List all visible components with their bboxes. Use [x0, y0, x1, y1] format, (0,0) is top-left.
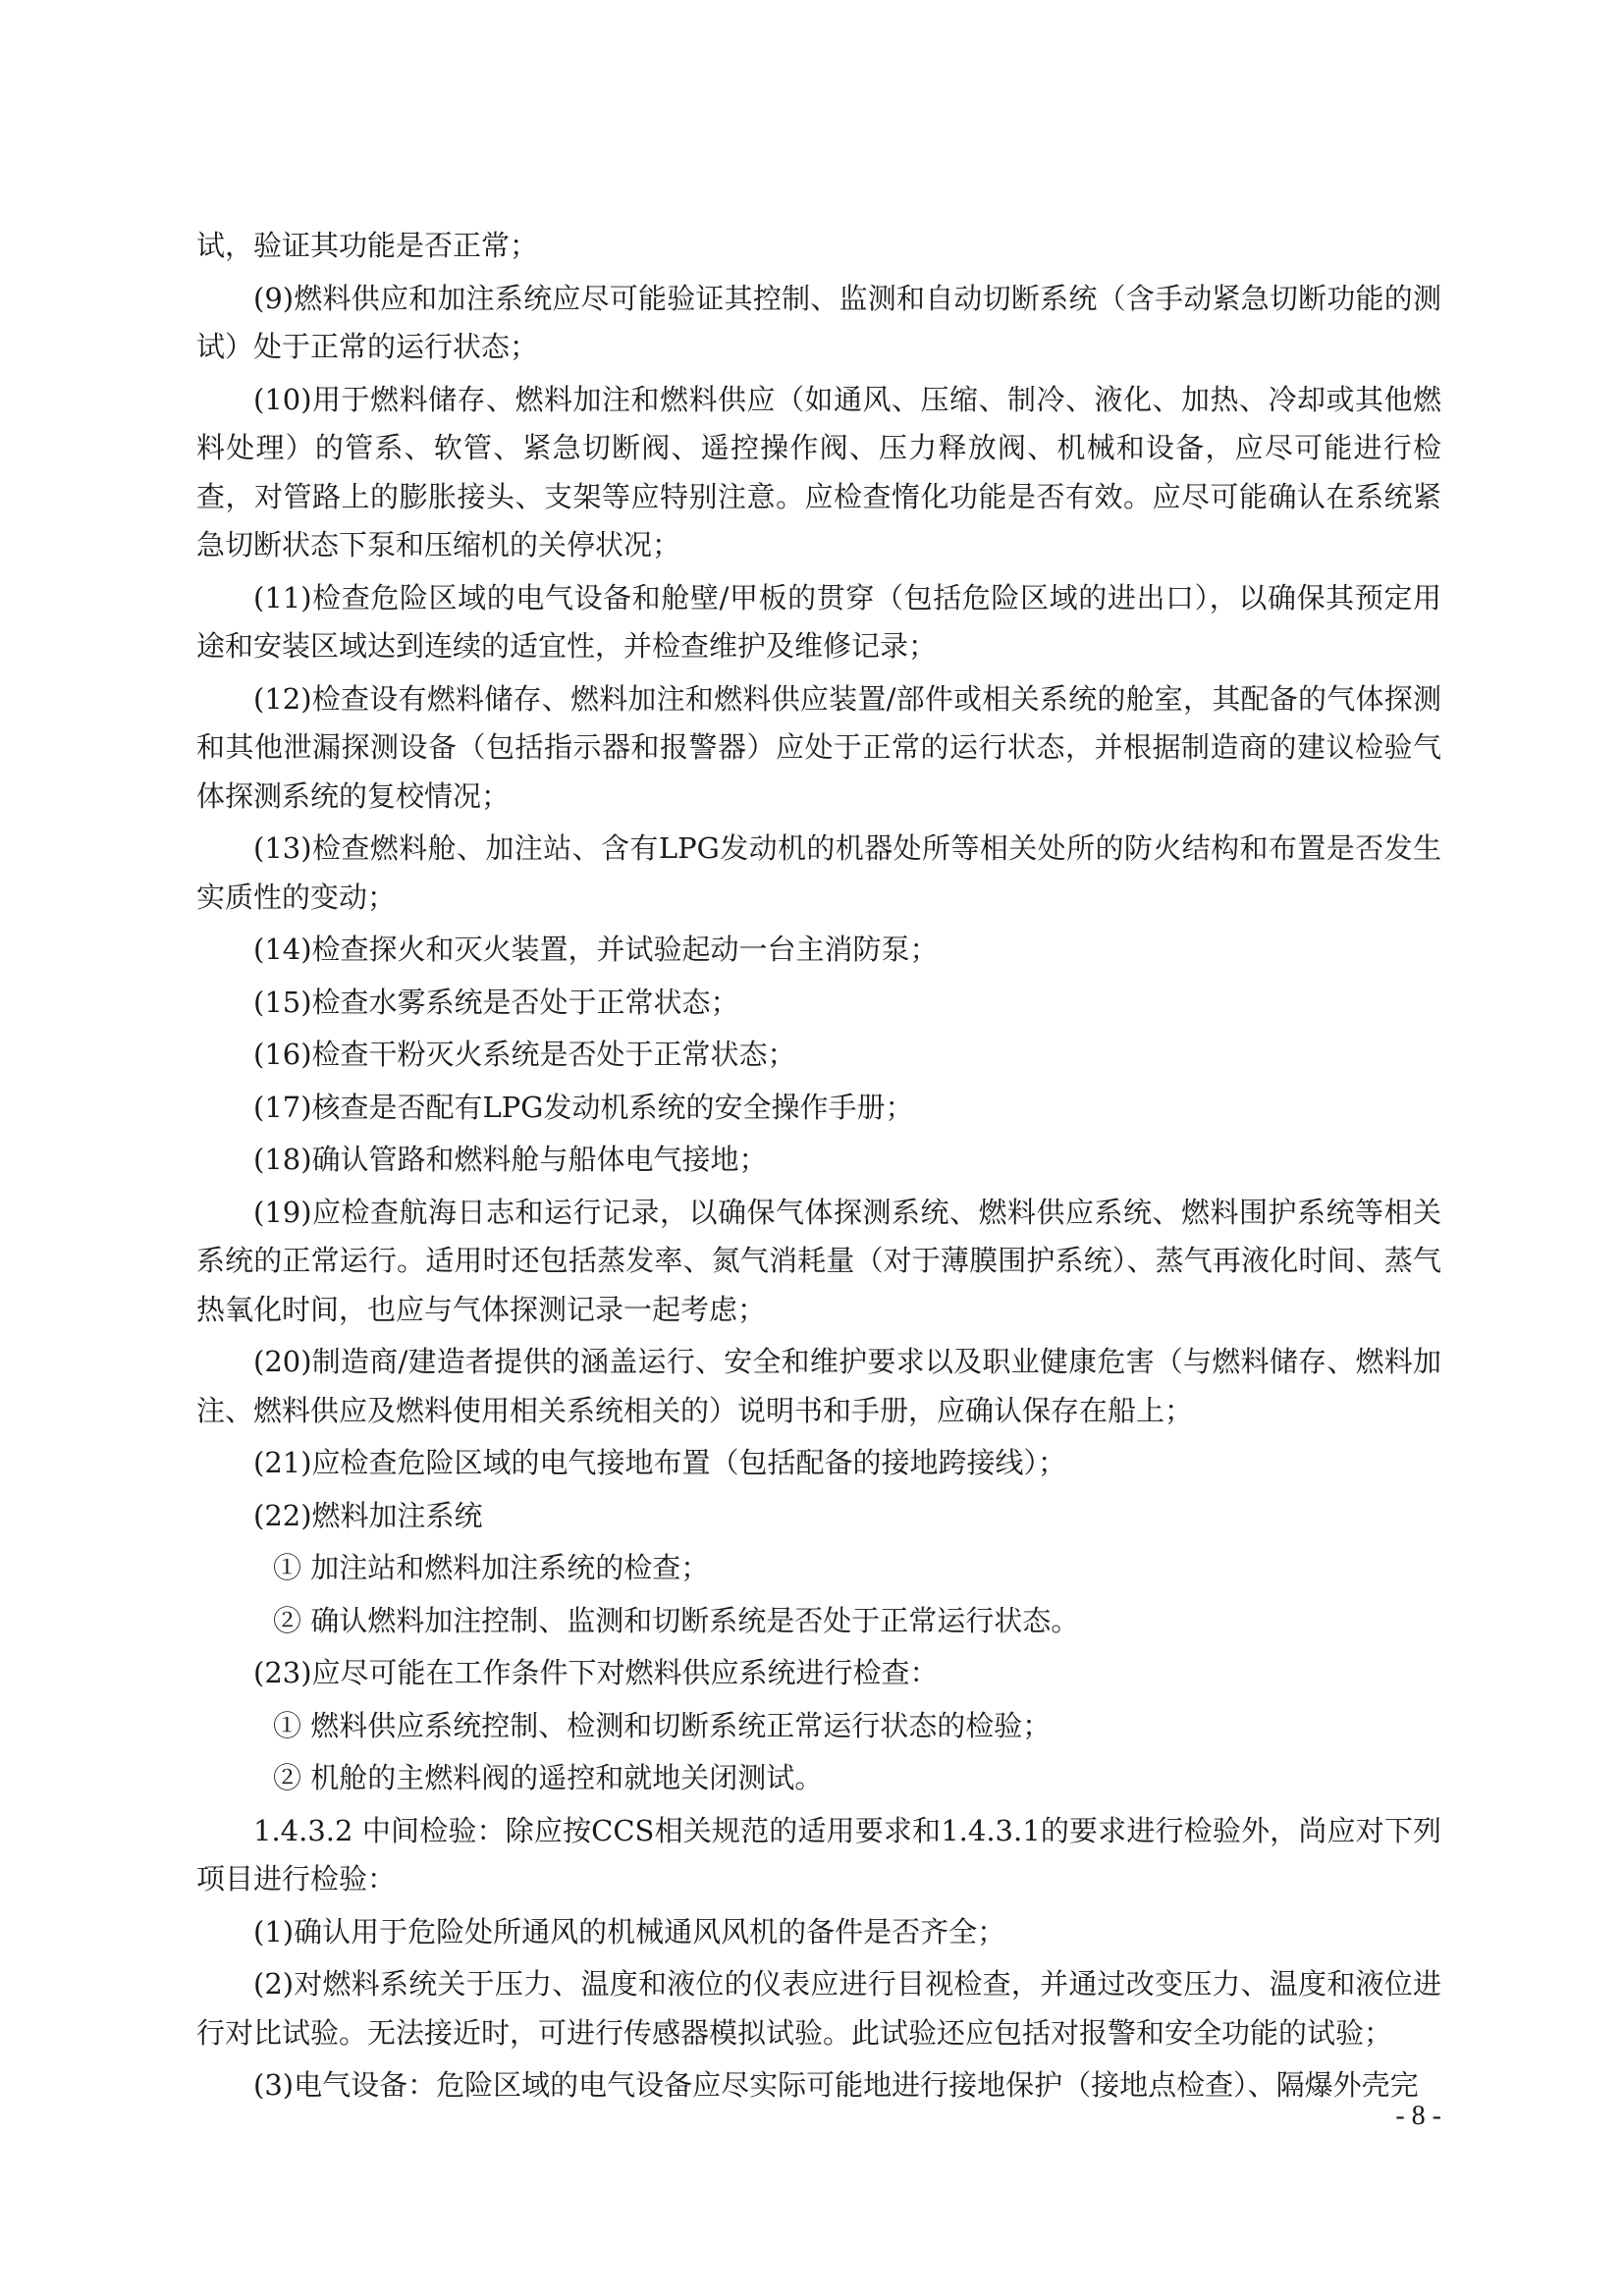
item-22-sub-1: ① 加注站和燃料加注系统的检查； [273, 1551, 710, 1584]
item-10: (10)用于燃料储存、燃料加注和燃料供应（如通风、压缩、制冷、液化、加热、冷却或其他燃料处理）的管系、软管、紧急切断阀、遥控操作阀、压力释放阀、机械和设备，应尽可能进行检查，对管路上的膨胀接头、支架等应特别注意。应检查惰化功能是否有效。应尽可能确认在系统紧急切断状态下泵和压缩机的关停状况； [196, 382, 1441, 561]
item-22: (22)燃料加注系统 [253, 1498, 483, 1532]
item-13: (13)检查燃料舱、加注站、含有LPG发动机的机器处所等相关处所的防火结构和布置是否发生实质性的变动； [196, 831, 1441, 914]
section-1-4-3-2: 1.4.3.2 中间检验：除应按CCS相关规范的适用要求和1.4.3.1的要求进行检验外，尚应对下列项目进行检验： [196, 1813, 1441, 1896]
item-12: (12)检查设有燃料储存、燃料加注和燃料供应装置/部件或相关系统的舱室，其配备的气体探测和其他泄漏探测设备（包括指示器和报警器）应处于正常的运行状态，并根据制造商的建议检验气体探测系统的复校情况； [196, 681, 1441, 813]
item-3: (3)电气设备：危险区域的电气设备应尽实际可能地进行接地保护（接地点检查）、隔爆外壳完 [253, 2068, 1419, 2102]
item-9: (9)燃料供应和加注系统应尽可能验证其控制、监测和自动切断系统（含手动紧急切断功能的测试）处于正常的运行状态； [196, 281, 1441, 363]
item-15: (15)检查水雾系统是否处于正常状态； [253, 985, 739, 1019]
item-18: (18)确认管路和燃料舱与船体电气接地； [253, 1143, 768, 1176]
item-23-sub-1: ① 燃料供应系统控制、检测和切断系统正常运行状态的检验； [273, 1708, 1052, 1742]
paragraph-continuation: 试，验证其功能是否正常； [196, 229, 539, 262]
item-23-sub-2: ② 机舱的主燃料阀的遥控和就地关闭测试。 [273, 1761, 824, 1794]
item-19: (19)应检查航海日志和运行记录，以确保气体探测系统、燃料供应系统、燃料围护系统等相关系统的正常运行。适用时还包括蒸发率、氮气消耗量（对于薄膜围护系统）、蒸气再液化时间、蒸气热氧化时间，也应与气体探测记录一起考虑； [196, 1195, 1441, 1326]
item-17: (17)核查是否配有LPG发动机系统的安全操作手册； [253, 1090, 914, 1124]
page-body [196, 222, 1441, 2114]
item-1: (1)确认用于危险处所通风的机械通风风机的备件是否齐全； [253, 1914, 1006, 1949]
item-14: (14)检查探火和灭火装置，并试验起动一台主消防泵； [253, 933, 939, 966]
item-21: (21)应检查危险区域的电气接地布置（包括配备的接地跨接线）； [253, 1446, 1067, 1479]
item-16: (16)检查干粉灭火系统是否处于正常状态； [253, 1038, 796, 1071]
item-20: (20)制造商/建造者提供的涵盖运行、安全和维护要求以及职业健康危害（与燃料储存、燃料加注、燃料供应及燃料使用相关系统相关的）说明书和手册，应确认保存在船上； [196, 1345, 1441, 1427]
page-number: - 8 - [1395, 2101, 1441, 2131]
item-11: (11)检查危险区域的电气设备和舱壁/甲板的贯穿（包括危险区域的进出口），以确保其预定用途和安装区域达到连续的适宜性，并检查维护及维修记录； [196, 580, 1441, 663]
item-2: (2)对燃料系统关于压力、温度和液位的仪表应进行目视检查，并通过改变压力、温度和液位进行对比试验。无法接近时，可进行传感器模拟试验。此试验还应包括对报警和安全功能的试验； [196, 1967, 1441, 2050]
item-22-sub-2: ② 确认燃料加注控制、监测和切断系统是否处于正常运行状态。 [273, 1603, 1080, 1637]
item-23: (23)应尽可能在工作条件下对燃料供应系统进行检查： [253, 1656, 939, 1689]
